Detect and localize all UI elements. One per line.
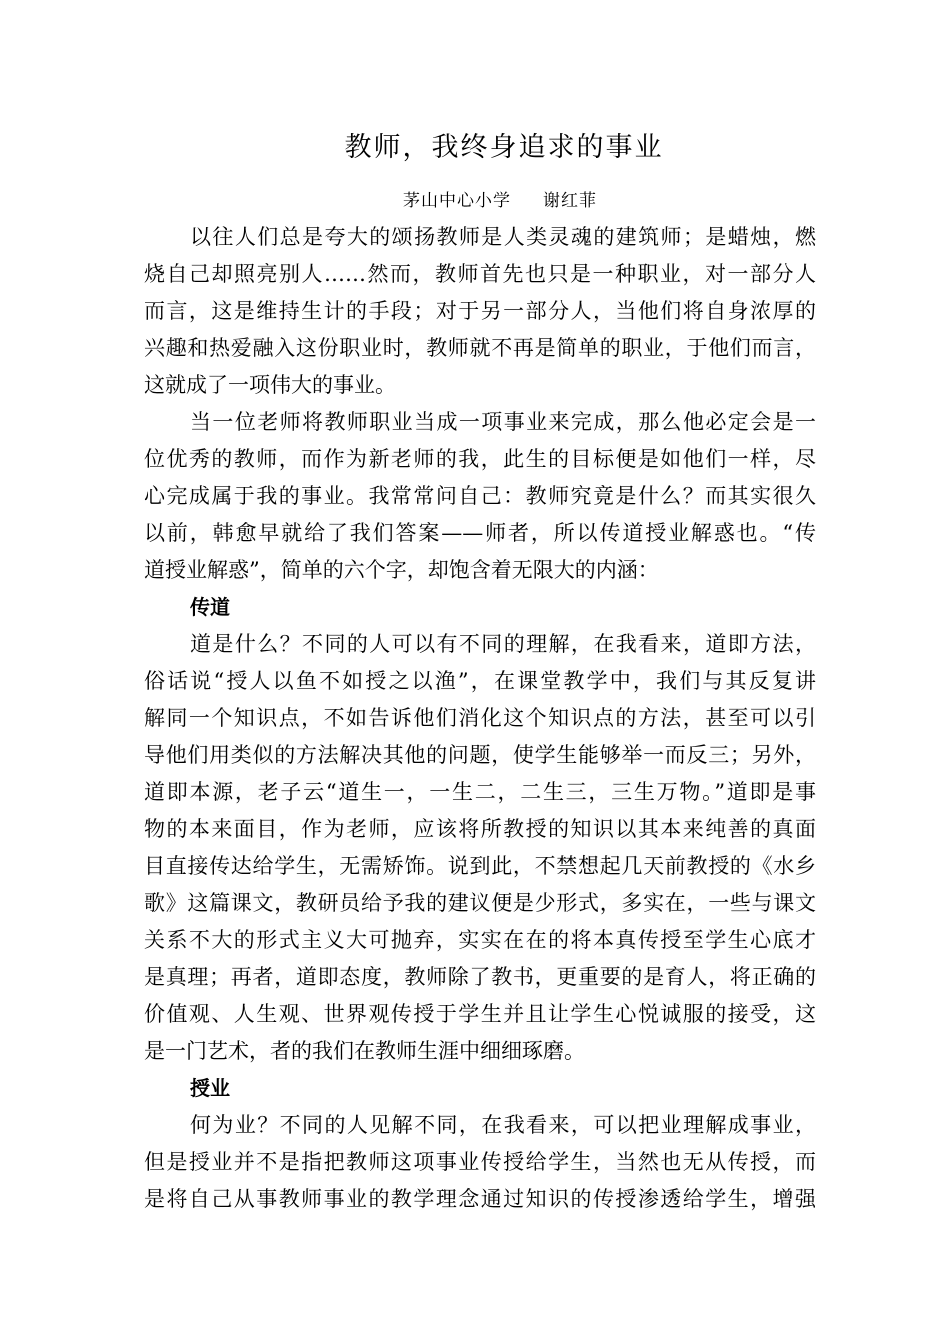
- paragraph-4-line: 是将自己从事教师事业的教学理念通过知识的传授渗透给学生，增强: [144, 1187, 816, 1211]
- paragraph-1-line: 以往人们总是夸大的颂扬教师是人类灵魂的建筑师；是蜡烛，燃: [190, 225, 816, 249]
- paragraph-2-line: 心完成属于我的事业。我常常问自己：教师究竟是什么？而其实很久: [144, 484, 816, 508]
- document-title: 教师，我终身追求的事业: [344, 132, 664, 163]
- paragraph-3-line: 价值观、人生观、世界观传授于学生并且让学生心悦诚服的接受，这: [144, 1002, 816, 1026]
- paragraph-4-line: 但是授业并不是指把教师这项事业传授给学生，当然也无从传授，而: [144, 1150, 816, 1174]
- paragraph-3-line: 导他们用类似的方法解决其他的问题，使学生能够举一而反三；另外，: [144, 743, 816, 767]
- author-byline: 茅山中心小学 谢红菲: [402, 191, 598, 211]
- paragraph-3-line: 道即本源，老子云“道生一，一生二，二生三，三生万物。”道即是事: [144, 780, 816, 804]
- paragraph-1-line: 烧自己却照亮别人……然而，教师首先也只是一种职业，对一部分人: [144, 262, 816, 286]
- paragraph-3-line: 道是什么？不同的人可以有不同的理解，在我看来，道即方法，: [190, 632, 816, 656]
- paragraph-3-line: 物的本来面目，作为老师，应该将所教授的知识以其本来纯善的真面: [144, 817, 816, 841]
- paragraph-3-line: 是一门艺术，者的我们在教师生涯中细细琢磨。: [144, 1039, 585, 1063]
- paragraph-3-line: 关系不大的形式主义大可抛弃，实实在在的将本真传授至学生心底才: [144, 928, 816, 952]
- paragraph-2-line: 道授业解惑”，简单的六个字，却饱含着无限大的内涵：: [144, 558, 659, 582]
- paragraph-3-line: 是真理；再者，道即态度，教师除了教书，更重要的是育人，将正确的: [144, 965, 816, 989]
- paragraph-4-line: 何为业？不同的人见解不同，在我看来，可以把业理解成事业，: [190, 1113, 816, 1137]
- paragraph-1-line: 而言，这是维持生计的手段；对于另一部分人，当他们将自身浓厚的: [144, 299, 816, 323]
- paragraph-2-line: 以前，韩愈早就给了我们答案——师者，所以传道授业解惑也。“传: [144, 521, 816, 545]
- paragraph-3-line: 解同一个知识点，不如告诉他们消化这个知识点的方法，甚至可以引: [144, 706, 816, 730]
- section-heading-shouye: 授业: [190, 1076, 230, 1100]
- paragraph-3-line: 目直接传达给学生，无需矫饰。说到此，不禁想起几天前教授的《水乡: [144, 854, 816, 878]
- paragraph-2-line: 当一位老师将教师职业当成一项事业来完成，那么他必定会是一: [190, 410, 816, 434]
- paragraph-3-line: 俗话说“授人以鱼不如授之以渔”，在课堂教学中，我们与其反复讲: [144, 669, 816, 693]
- document-body: [144, 219, 816, 1218]
- paragraph-1-line: 这就成了一项伟大的事业。: [144, 373, 396, 397]
- paragraph-1-line: 兴趣和热爱融入这份职业时，教师就不再是简单的职业，于他们而言，: [144, 336, 816, 360]
- section-heading-chuandao: 传道: [190, 595, 230, 619]
- paragraph-2-line: 位优秀的教师，而作为新老师的我，此生的目标便是如他们一样，尽: [144, 447, 816, 471]
- paragraph-3-line: 歌》这篇课文，教研员给予我的建议便是少形式，多实在，一些与课文: [144, 891, 816, 915]
